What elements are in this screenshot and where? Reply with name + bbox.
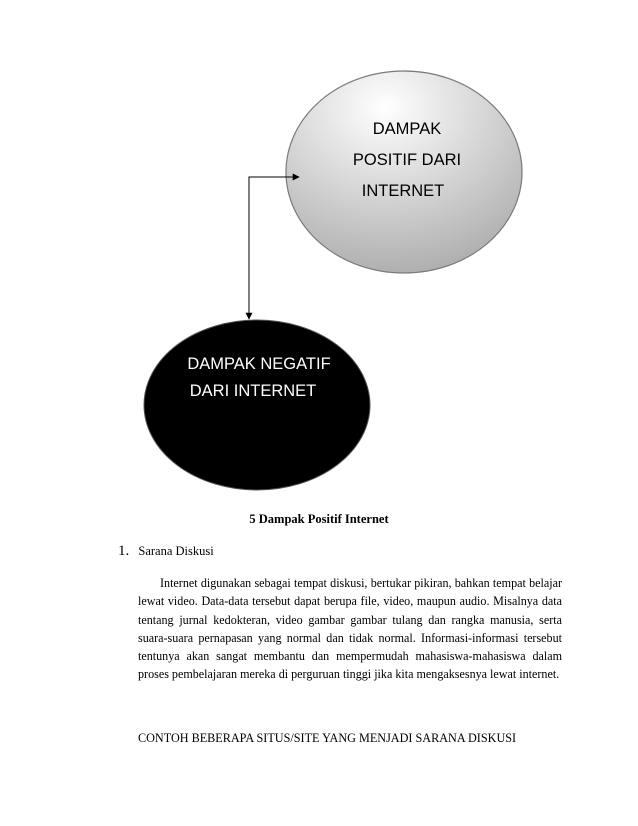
examples-heading: CONTOH BEBERAPA SITUS/SITE YANG MENJADI SARANA DISKUSI [138, 731, 517, 745]
positive-node-line-2: POSITIF DARI [352, 151, 462, 169]
section-heading [118, 543, 214, 560]
section-number: 1. [118, 543, 130, 559]
negative-node-ellipse [144, 320, 370, 490]
negative-node-line-1: DAMPAK NEGATIF [187, 355, 331, 373]
section-title: Sarana Diskusi [138, 544, 214, 558]
section-paragraph: Internet digunakan sebagai tempat diskusi, bertukar pikiran, bahkan tempat belajar lewat video. Data-data tersebut dapat berupa file, video, maupun audio. Misalnya data tentang jurnal kedokteran, video gambar gambar tulang dan rangka manusia, serta suara-suara pernapasan yang normal dan tidak normal. Informasi-informasi tersebut tentunya akan sangat membantu dan mempermudah mahasiswa-mahasiswa dalam proses pembelajaran mereka di perguruan tinggi jika kita mengaksesnya lewat internet. [138, 576, 562, 682]
figure-caption: 5 Dampak Positif Internet [249, 512, 389, 526]
positive-node-line-3: INTERNET [361, 182, 445, 200]
positive-node-line-1: DAMPAK [372, 120, 442, 138]
negative-node-line-2: DARI INTERNET [189, 382, 317, 400]
positive-node-ellipse [286, 71, 522, 273]
